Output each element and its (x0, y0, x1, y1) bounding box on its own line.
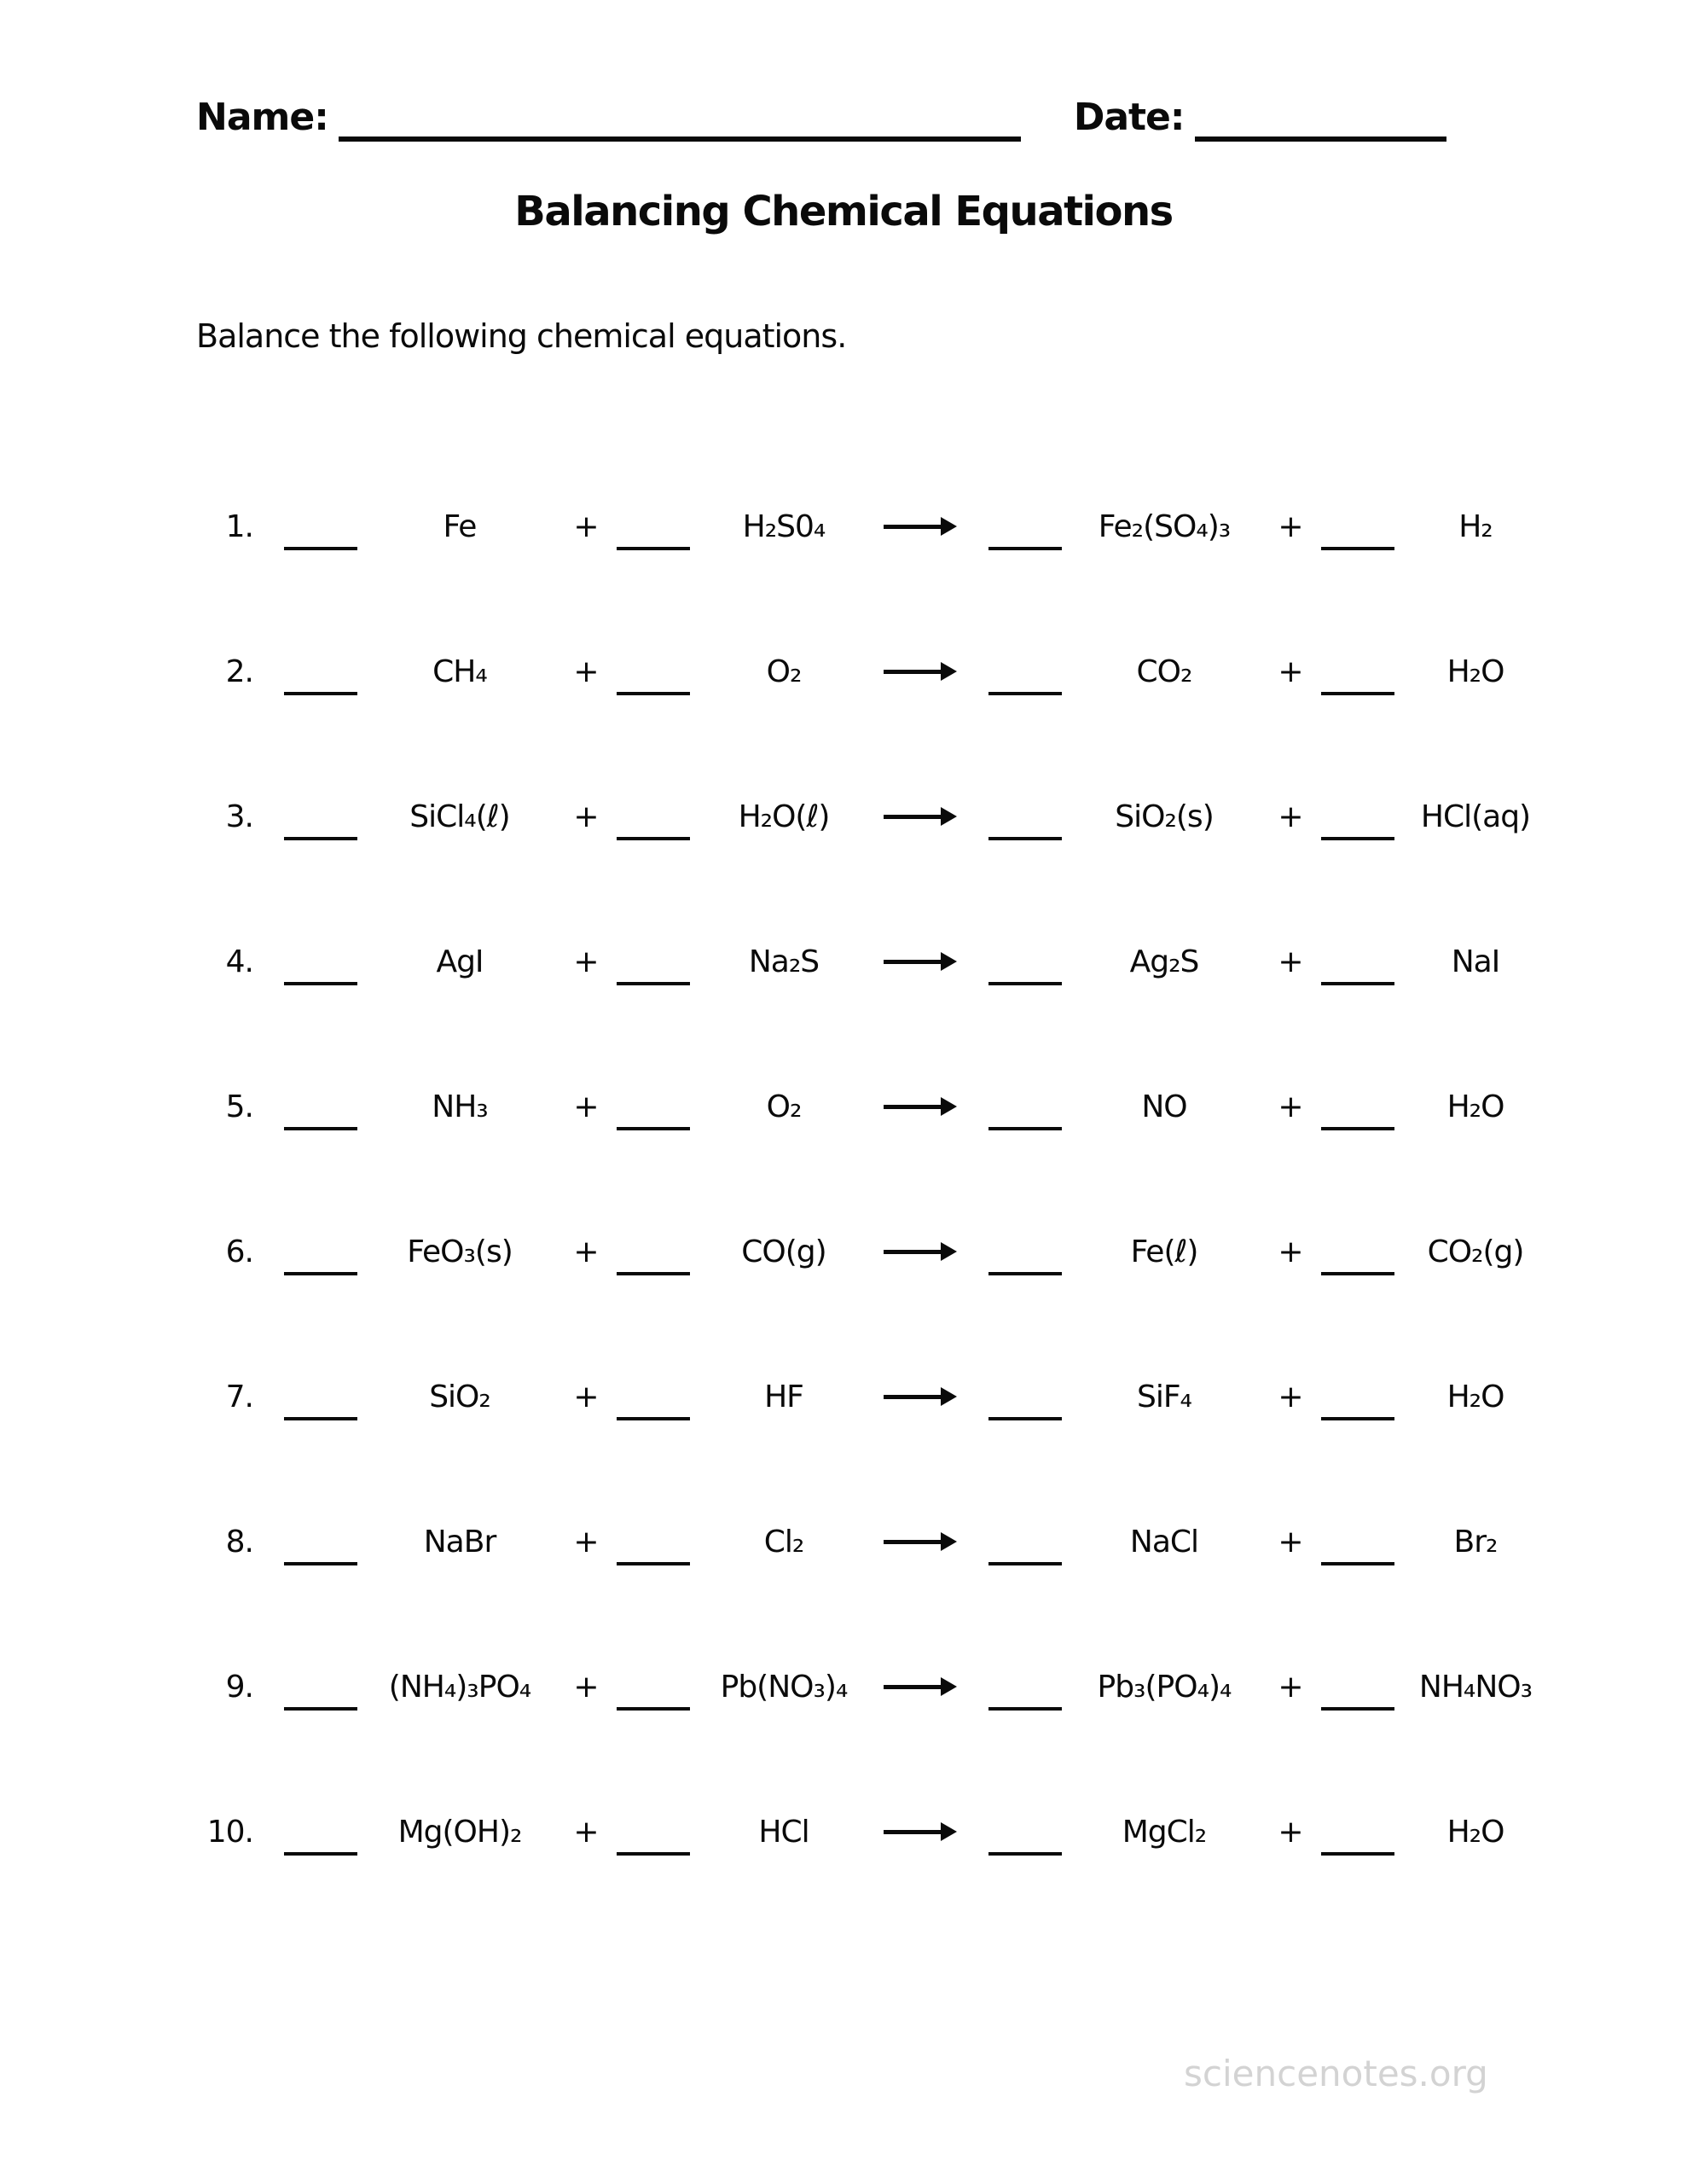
equation-row (158, 1324, 1557, 1469)
plus-sign: + (573, 1814, 599, 1850)
coefficient-blank-1[interactable] (284, 1417, 357, 1420)
equation-row (158, 1034, 1557, 1179)
coefficient-blank-3[interactable] (988, 1417, 1062, 1420)
coefficient-blank-4[interactable] (1321, 1127, 1394, 1130)
coefficient-blank-2[interactable] (617, 1852, 690, 1856)
equation-row (158, 1469, 1557, 1614)
equation-number: 9. (225, 1669, 253, 1705)
equation-number: 5. (225, 1089, 253, 1124)
name-input-line[interactable] (339, 136, 1021, 142)
reactant-1-formula: Mg(OH)₂ (397, 1814, 522, 1850)
product-1-formula: Ag₂S (1129, 944, 1199, 979)
plus-sign: + (1278, 1814, 1303, 1850)
arrow-head (941, 1097, 957, 1116)
reactant-2-formula: Cl₂ (763, 1524, 804, 1560)
equation-number: 2. (225, 653, 253, 689)
coefficient-blank-4[interactable] (1321, 692, 1394, 695)
product-2-formula: CO₂(g) (1427, 1234, 1524, 1269)
plus-sign: + (573, 1089, 599, 1124)
arrow-line (884, 815, 942, 819)
equation-row (158, 454, 1557, 599)
reactant-2-formula: O₂ (766, 1089, 802, 1124)
equation-number: 1. (225, 508, 253, 544)
reactant-1-formula: AgI (436, 944, 484, 979)
coefficient-blank-1[interactable] (284, 547, 357, 550)
reaction-arrow-icon (878, 517, 963, 536)
plus-sign: + (573, 1379, 599, 1414)
arrow-line (884, 1540, 942, 1544)
reactant-2-formula: HF (764, 1379, 803, 1414)
plus-sign: + (1278, 1524, 1303, 1560)
reactant-1-formula: NH₃ (432, 1089, 488, 1124)
reactant-2-formula: H₂O(ℓ) (738, 799, 830, 834)
coefficient-blank-1[interactable] (284, 1707, 357, 1711)
reaction-arrow-icon (878, 952, 963, 971)
equation-row (158, 1179, 1557, 1324)
arrow-line (884, 1250, 942, 1254)
arrow-line (884, 1685, 942, 1689)
equation-number: 3. (225, 799, 253, 834)
plus-sign: + (573, 1669, 599, 1705)
coefficient-blank-4[interactable] (1321, 1272, 1394, 1275)
coefficient-blank-3[interactable] (988, 1707, 1062, 1711)
coefficient-blank-2[interactable] (617, 1417, 690, 1420)
equation-row (158, 889, 1557, 1034)
arrow-head (941, 1677, 957, 1696)
arrow-line (884, 960, 942, 964)
plus-sign: + (573, 1234, 599, 1269)
product-2-formula: Br₂ (1453, 1524, 1498, 1560)
reaction-arrow-icon (878, 807, 963, 826)
coefficient-blank-4[interactable] (1321, 1562, 1394, 1565)
reactant-2-formula: H₂S0₄ (742, 508, 826, 544)
coefficient-blank-3[interactable] (988, 547, 1062, 550)
product-2-formula: NaI (1451, 944, 1500, 979)
reactant-1-formula: SiCl₄(ℓ) (409, 799, 510, 834)
arrow-line (884, 1395, 942, 1399)
product-1-formula: NO (1141, 1089, 1187, 1124)
plus-sign: + (1278, 1089, 1303, 1124)
coefficient-blank-1[interactable] (284, 1272, 357, 1275)
coefficient-blank-4[interactable] (1321, 1417, 1394, 1420)
coefficient-blank-2[interactable] (617, 1272, 690, 1275)
coefficient-blank-2[interactable] (617, 1127, 690, 1130)
coefficient-blank-3[interactable] (988, 692, 1062, 695)
product-2-formula: H₂O (1446, 1089, 1504, 1124)
coefficient-blank-2[interactable] (617, 692, 690, 695)
coefficient-blank-4[interactable] (1321, 1707, 1394, 1711)
date-input-line[interactable] (1195, 136, 1446, 142)
product-2-formula: H₂O (1446, 1814, 1504, 1850)
arrow-head (941, 1822, 957, 1841)
equation-row (158, 1614, 1557, 1759)
reactant-2-formula: HCl (758, 1814, 809, 1850)
reaction-arrow-icon (878, 1677, 963, 1696)
reactant-1-formula: SiO₂ (429, 1379, 490, 1414)
arrow-head (941, 662, 957, 681)
header (196, 96, 1446, 139)
reactant-1-formula: CH₄ (432, 653, 487, 689)
reactant-2-formula: CO(g) (741, 1234, 826, 1269)
coefficient-blank-4[interactable] (1321, 837, 1394, 840)
product-1-formula: Pb₃(PO₄)₄ (1097, 1669, 1232, 1705)
product-2-formula: NH₄NO₃ (1418, 1669, 1533, 1705)
product-1-formula: NaCl (1129, 1524, 1199, 1560)
coefficient-blank-4[interactable] (1321, 982, 1394, 985)
page-title: Balancing Chemical Equations (514, 188, 1173, 235)
product-2-formula: H₂ (1458, 508, 1493, 544)
arrow-head (941, 1532, 957, 1551)
equation-row (158, 744, 1557, 889)
product-1-formula: Fe(ℓ) (1130, 1234, 1198, 1269)
arrow-head (941, 807, 957, 826)
coefficient-blank-4[interactable] (1321, 547, 1394, 550)
arrow-head (941, 517, 957, 536)
plus-sign: + (573, 508, 599, 544)
reaction-arrow-icon (878, 1822, 963, 1841)
arrow-line (884, 1105, 942, 1109)
coefficient-blank-2[interactable] (617, 547, 690, 550)
plus-sign: + (1278, 1234, 1303, 1269)
reactant-2-formula: O₂ (766, 653, 802, 689)
coefficient-blank-1[interactable] (284, 1127, 357, 1130)
instruction-text: Balance the following chemical equations. (196, 317, 847, 355)
coefficient-blank-2[interactable] (617, 837, 690, 840)
coefficient-blank-1[interactable] (284, 1852, 357, 1856)
reactant-2-formula: Na₂S (748, 944, 820, 979)
name-label: Name: (196, 96, 328, 139)
equation-number: 7. (225, 1379, 253, 1414)
product-1-formula: Fe₂(SO₄)₃ (1098, 508, 1231, 544)
date-label: Date: (1073, 96, 1185, 139)
product-2-formula: HCl(aq) (1420, 799, 1531, 834)
plus-sign: + (1278, 1379, 1303, 1414)
coefficient-blank-3[interactable] (988, 1272, 1062, 1275)
plus-sign: + (1278, 799, 1303, 834)
arrow-line (884, 1830, 942, 1834)
coefficient-blank-2[interactable] (617, 1707, 690, 1711)
equation-number: 6. (225, 1234, 253, 1269)
coefficient-blank-1[interactable] (284, 692, 357, 695)
coefficient-blank-3[interactable] (988, 1562, 1062, 1565)
plus-sign: + (573, 653, 599, 689)
plus-sign: + (573, 799, 599, 834)
plus-sign: + (1278, 653, 1303, 689)
product-1-formula: SiF₄ (1137, 1379, 1191, 1414)
plus-sign: + (573, 944, 599, 979)
product-1-formula: SiO₂(s) (1115, 799, 1214, 834)
coefficient-blank-1[interactable] (284, 1562, 357, 1565)
equation-number: 10. (206, 1814, 253, 1850)
arrow-line (884, 670, 942, 674)
reaction-arrow-icon (878, 1097, 963, 1116)
equation-list (158, 454, 1557, 1904)
coefficient-blank-3[interactable] (988, 1127, 1062, 1130)
product-1-formula: CO₂ (1136, 653, 1192, 689)
reactant-1-formula: NaBr (423, 1524, 496, 1560)
coefficient-blank-2[interactable] (617, 982, 690, 985)
arrow-line (884, 525, 942, 529)
watermark: sciencenotes.org (1184, 2053, 1488, 2094)
equation-number: 4. (225, 944, 253, 979)
plus-sign: + (1278, 944, 1303, 979)
coefficient-blank-3[interactable] (988, 837, 1062, 840)
arrow-head (941, 1387, 957, 1406)
product-2-formula: H₂O (1446, 653, 1504, 689)
plus-sign: + (1278, 508, 1303, 544)
coefficient-blank-3[interactable] (988, 982, 1062, 985)
reaction-arrow-icon (878, 1242, 963, 1261)
coefficient-blank-4[interactable] (1321, 1852, 1394, 1856)
reactant-2-formula: Pb(NO₃)₄ (720, 1669, 848, 1705)
product-1-formula: MgCl₂ (1122, 1814, 1207, 1850)
plus-sign: + (1278, 1669, 1303, 1705)
coefficient-blank-1[interactable] (284, 837, 357, 840)
coefficient-blank-2[interactable] (617, 1562, 690, 1565)
reaction-arrow-icon (878, 1387, 963, 1406)
reactant-1-formula: Fe (443, 508, 477, 544)
reaction-arrow-icon (878, 1532, 963, 1551)
arrow-head (941, 952, 957, 971)
reaction-arrow-icon (878, 662, 963, 681)
equation-row (158, 599, 1557, 744)
plus-sign: + (573, 1524, 599, 1560)
equation-row (158, 1759, 1557, 1904)
coefficient-blank-1[interactable] (284, 982, 357, 985)
reactant-1-formula: FeO₃(s) (407, 1234, 513, 1269)
arrow-head (941, 1242, 957, 1261)
product-2-formula: H₂O (1446, 1379, 1504, 1414)
coefficient-blank-3[interactable] (988, 1852, 1062, 1856)
reactant-1-formula: (NH₄)₃PO₄ (388, 1669, 531, 1705)
equation-number: 8. (225, 1524, 253, 1560)
